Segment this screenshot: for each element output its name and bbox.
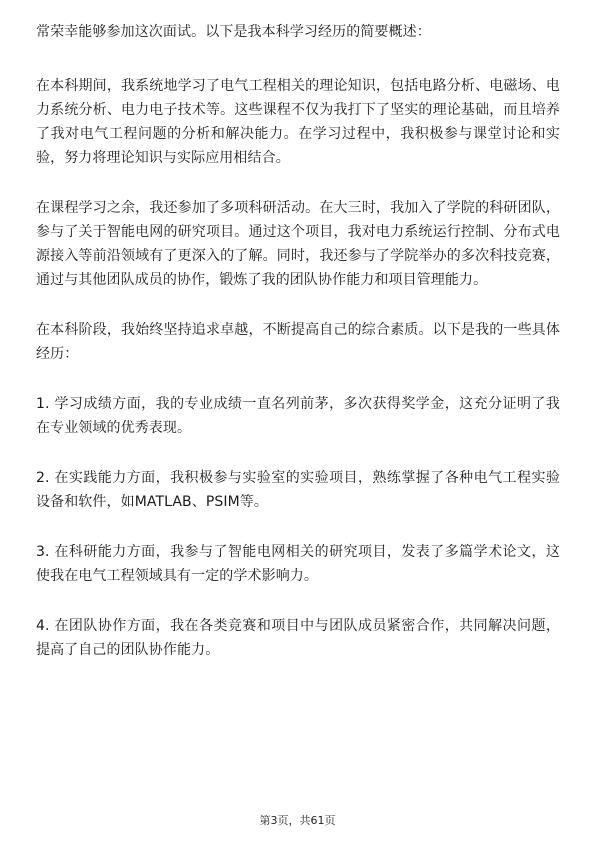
list-item-research: 3. 在科研能力方面，我参与了智能电网相关的研究项目，发表了多篇学术论文，这使我在电气工程领域具有一定的学术影响力。 [36, 544, 560, 584]
paragraph-intro: 常荣幸能够参加这次面试。以下是我本科学习经历的简要概述： [36, 24, 431, 40]
list-item-practice: 2. 在实践能力方面，我积极参与实验室的实验项目，熟练掌握了各种电气工程实验设备和软件，如MATLAB、PSIM等。 [36, 470, 560, 510]
paragraph-research: 在课程学习之余，我还参加了多项科研活动。在大三时，我加入了学院的科研团队，参与了关于智能电网的研究项目。通过这个项目，我对电力系统运行控制、分布式电源接入等前沿领域有了更深入的了解。同时，我还参与了学院举办的多次科技竞赛，通过与其他团队成员的协作，锻炼了我的团队协作能力和项目管理能力。 [36, 200, 560, 288]
list-item-grades: 1. 学习成绩方面，我的专业成绩一直名列前茅，多次获得奖学金，这充分证明了我在专业领域的优秀表现。 [36, 396, 560, 436]
page-number-footer: 第3页，共61页 [259, 814, 336, 827]
paragraph-coursework: 在本科期间，我系统地学习了电气工程相关的理论知识，包括电路分析、电磁场、电力系统分析、电力电子技术等。这些课程不仅为我打下了坚实的理论基础，而且培养了我对电气工程问题的分析和解决能力。在学习过程中，我积极参与课堂讨论和实验，努力将理论知识与实际应用相结合。 [36, 78, 560, 166]
paragraph-summary: 在本科阶段，我始终坚持追求卓越，不断提高自己的综合素质。以下是我的一些具体经历： [36, 322, 560, 362]
list-item-teamwork: 4. 在团队协作方面，我在各类竞赛和项目中与团队成员紧密合作，共同解决问题，提高了自己的团队协作能力。 [36, 618, 560, 658]
document-body [36, 20, 560, 688]
